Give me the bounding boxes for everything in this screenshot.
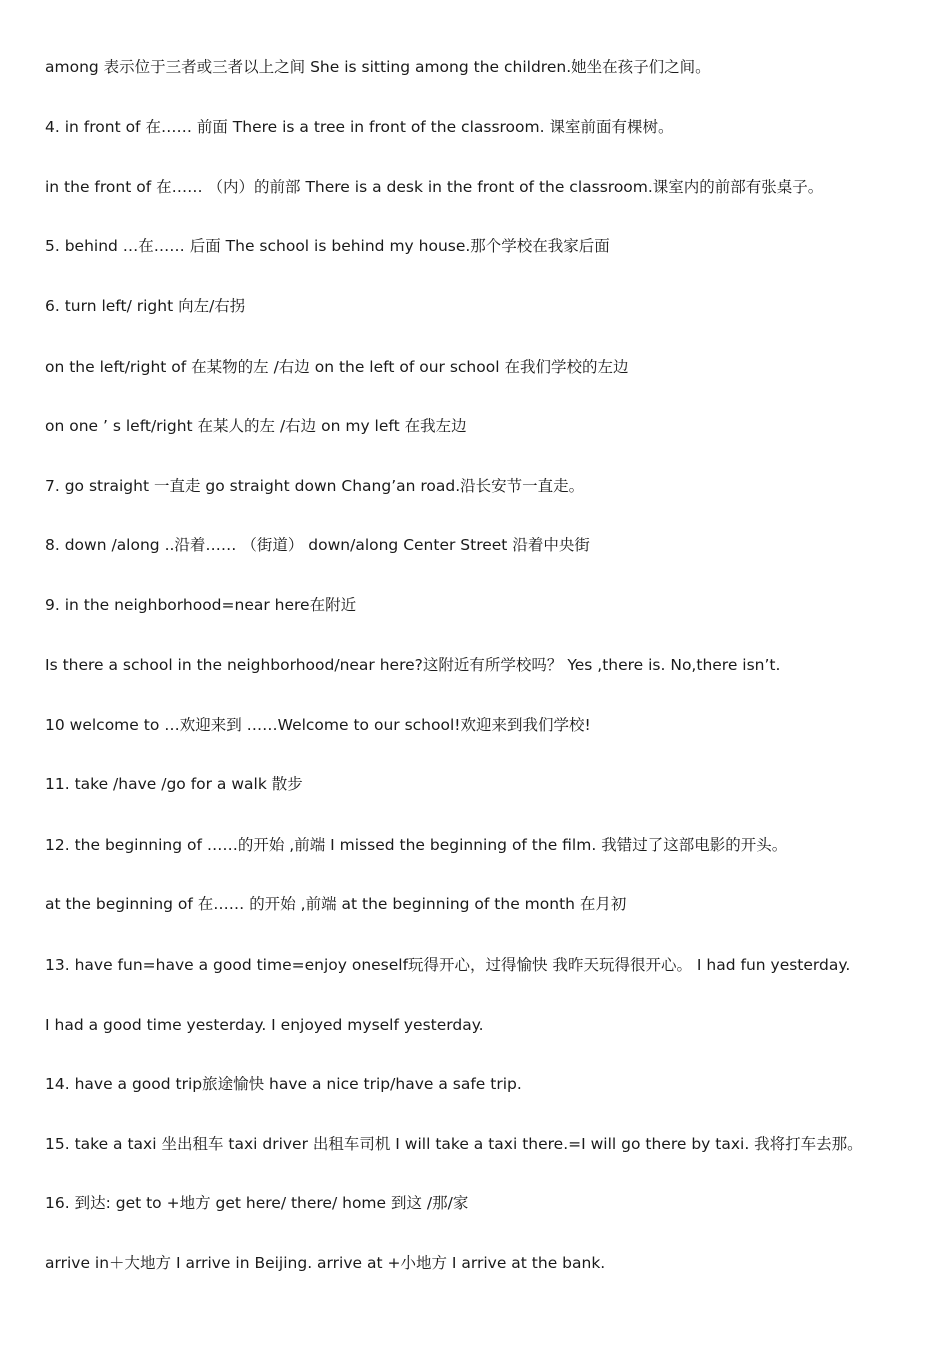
text-line: 16. 到达: get to +地方 get here/ there/ home 到这 /那/家 bbox=[45, 1194, 469, 1212]
text-line: among 表示位于三者或三者以上之间 She is sitting among the children.她坐在孩子们之间。 bbox=[45, 58, 711, 76]
text-line: 6. turn left/ right 向左/右拐 bbox=[45, 297, 246, 315]
text-line: 15. take a taxi 坐出租车 taxi driver 出租车司机 I will take a taxi there.=I will go there by taxi. 我将打车去那。 bbox=[45, 1135, 863, 1153]
text-line: 13. have fun=have a good time=enjoy oneself玩得开心，过得愉快 我昨天玩得很开心。 I had fun yesterday. bbox=[45, 956, 851, 974]
text-line: on one ’ s left/right 在某人的左 /右边 on my left 在我左边 bbox=[45, 417, 467, 435]
text-line: arrive in＋大地方 I arrive in Beijing. arrive at +小地方 I arrive at the bank. bbox=[45, 1254, 606, 1272]
text-line: at the beginning of 在…… 的开始 ,前端 at the beginning of the month 在月初 bbox=[45, 895, 627, 913]
text-line: I had a good time yesterday. I enjoyed myself yesterday. bbox=[45, 1016, 484, 1034]
text-line: 12. the beginning of ……的开始 ,前端 I missed the beginning of the film. 我错过了这部电影的开头。 bbox=[45, 836, 788, 854]
text-line: on the left/right of 在某物的左 /右边 on the left of our school 在我们学校的左边 bbox=[45, 358, 629, 376]
text-line: 11. take /have /go for a walk 散步 bbox=[45, 775, 303, 793]
text-line: 7. go straight 一直走 go straight down Chang’an road.沿长安节一直走。 bbox=[45, 477, 585, 495]
text-line: 4. in front of 在…… 前面 There is a tree in front of the classroom. 课室前面有棵树。 bbox=[45, 118, 674, 136]
text-line: 14. have a good trip旅途愉快 have a nice trip/have a safe trip. bbox=[45, 1075, 522, 1093]
text-line: in the front of 在…… （内）的前部 There is a desk in the front of the classroom.课室内的前部有张桌子。 bbox=[45, 178, 824, 196]
text-line: 8. down /along ..沿着…… （街道） down/along Center Street 沿着中央街 bbox=[45, 536, 590, 554]
text-line: 10 welcome to …欢迎来到 ……Welcome to our school!欢迎来到我们学校! bbox=[45, 716, 591, 734]
text-line: Is there a school in the neighborhood/near here?这附近有所学校吗？ Yes ,there is. No,there isn’t. bbox=[45, 656, 781, 674]
text-line: 9. in the neighborhood=near here在附近 bbox=[45, 596, 357, 614]
text-line: 5. behind …在…… 后面 The school is behind my house.那个学校在我家后面 bbox=[45, 237, 610, 255]
